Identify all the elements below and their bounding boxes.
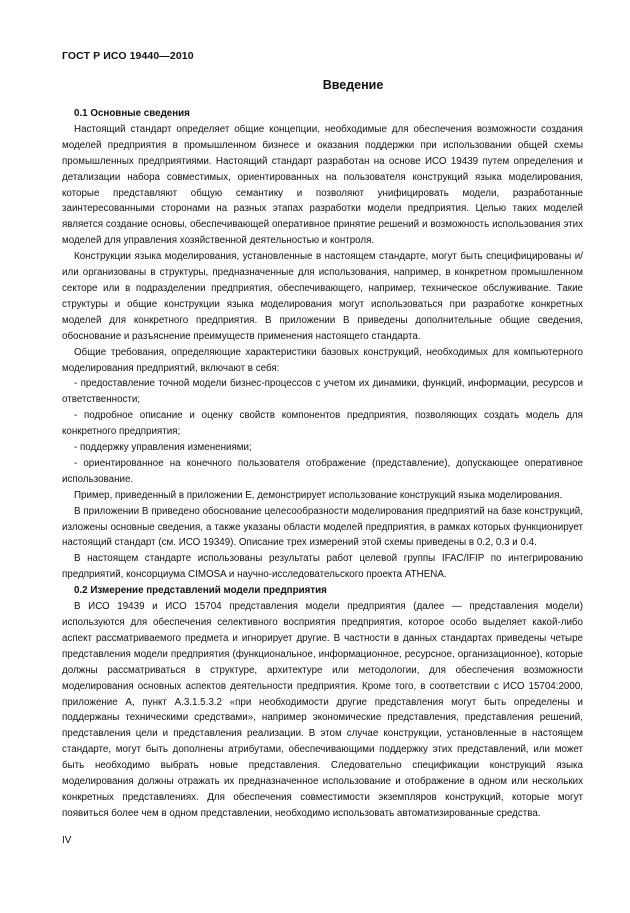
page-title: Введение [322, 78, 384, 92]
section-heading-0-2: 0.2 Измерение представлений модели предприятия [74, 585, 327, 597]
list-item: - предоставление точной модели бизнес-процессов с учетом их динамики, функций, информации, ресурсов и ответственности; [62, 378, 583, 406]
page-number: IV [62, 835, 72, 846]
section-heading-0-1: 0.1 Основные сведения [74, 108, 190, 119]
list-item: - ориентированное на конечного пользователя отображение (представление), допускающее оперативное использование. [62, 457, 583, 485]
list-item: - поддержку управления изменениями; [74, 442, 252, 454]
paragraph: Конструкции языка моделирования, установленные в настоящем стандарте, могут быть специфицированы и/или организованы в структуры, предназначенные для использования, например, в конкретном промышленном секторе или в подразделении предприятия, обеспечивающего, например, техническое обслуживание. Такие структуры и общие конструкции языка моделирования могут использоваться при разработке конкретных моделей для конкретного предприятия. В приложении В приведены дополнительные общие сведения, обоснование и разъяснение преимуществ применения настоящего стандарта. [62, 251, 583, 342]
list-item: - подробное описание и оценку свойств компонентов предприятия, позволяющих создать модель для конкретного предприятия; [62, 410, 583, 438]
paragraph: В ИСО 19439 и ИСО 15704 представления модели предприятия (далее — представления модели) используются для обеспечения селективного восприятия предприятия, которое особо выделяет какой-либо аспект рассматриваемого предмета и игнорирует другие. В частности в данных стандартах приведены четыре представления модели предприятия (функциональное, информационное, ресурсное, организационное), которые должны рассматриваться в структуре, архитектуре или методологии, для обеспечения возможности моделирования основных аспектов деятельности предприятия. Кроме того, в соответствии с ИСО 15704:2000, приложение А, пункт А.3.1.5.3.2 «при необходимости другие представления могут быть определены и поддержаны техническими средствами», например экономические представления, представления решений, представления цели и представления реализации. В этом случае конструкции, установленные в настоящем стандарте, могут быть дополнены атрибутами, обеспечивающими поддержку этих представлений, или может быть необходимо выбрать новые представления. Следовательно спецификации конструкций языка моделирования должны отражать их предназначенное использование и отображение в одном или нескольких конкретных представлениях. Для обеспечения совместимости экземпляров конструкций, которые могут появиться более чем в одном представлении, необходимо использовать автоматизированные средства. [62, 601, 583, 819]
document-body [62, 106, 583, 822]
paragraph: Общие требования, определяющие характеристики базовых конструкций, необходимых для компьютерного моделирования предприятий, включают в себя: [62, 346, 583, 374]
document-code: ГОСТ Р ИСО 19440—2010 [62, 50, 194, 62]
paragraph: Настоящий стандарт определяет общие концепции, необходимые для обеспечения возможности создания моделей предприятия в промышленном бизнесе и оказания поддержки при использовании общей схемы промышленных предприятиями. Настоящий стандарт разработан на основе ИСО 19439 путем определения и детализации набора совместимых, ориентированных на пользователя конструкций языка моделирования, которые представляют общую семантику и позволяют унифицировать модели, разработанные заинтересованными сторонами на разных этапах разработки модели предприятия. Целью таких моделей является создание основы, обеспечивающей оперативное принятие решений и возможность использования этих моделей для управления хозяйственной деятельностью и контроля. [62, 123, 583, 247]
paragraph: В приложении В приведено обоснование целесообразности моделирования предприятий на базе конструкций, изложены основные сведения, а также указаны области моделей предприятия, в рамках которых функционирует настоящий стандарт (см. ИСО 19349). Описание трех измерений этой схемы приведены в 0.2, 0.3 и 0.4. [62, 505, 583, 549]
paragraph: Пример, приведенный в приложении Е, демонстрирует использование конструкций языка моделирования. [74, 489, 563, 501]
paragraph: В настоящем стандарте использованы результаты работ целевой группы IFAC/IFIP по интегрированию предприятий, консорциума CIMOSA и научно-исследовательского проекта ATHENA. [62, 553, 583, 581]
